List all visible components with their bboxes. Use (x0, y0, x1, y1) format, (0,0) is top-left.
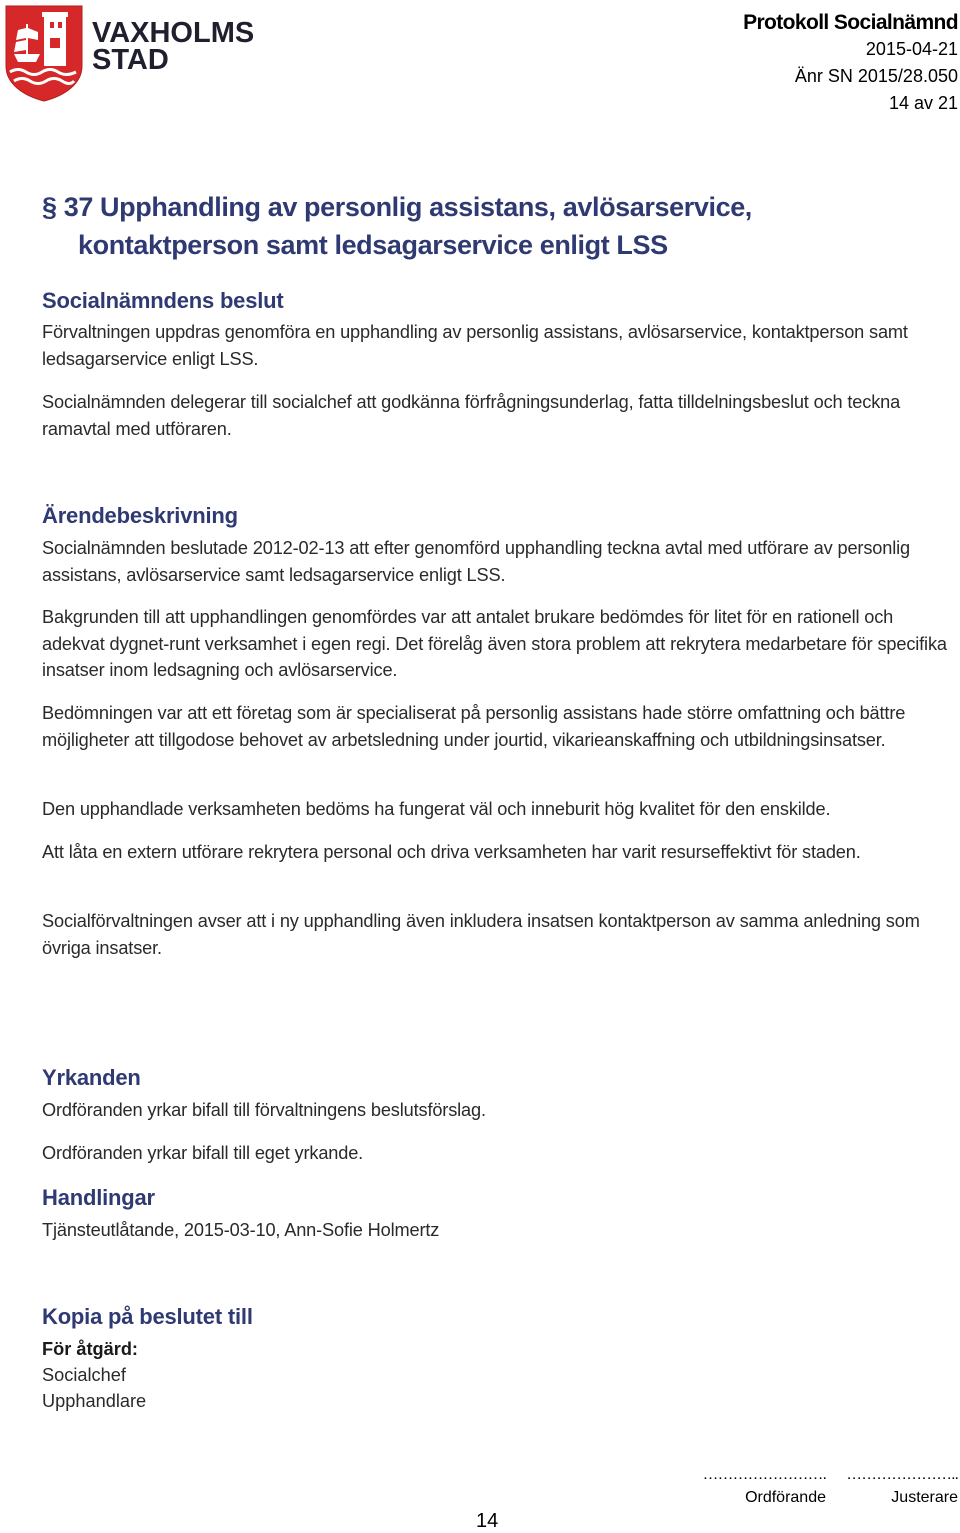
meeting-date: 2015-04-21 (865, 39, 958, 59)
logo-line-2: STAD (92, 44, 169, 76)
logo-line-1: VAXHOLMS (92, 17, 255, 49)
signature-chairman-label: Ordförande (745, 1489, 826, 1506)
decision-paragraph-1: Förvaltningen uppdras genomföra en upphandling av personlig assistans, avlösarservice, kontaktperson samt ledsagarservice enligt LSS. (42, 322, 908, 369)
decision-heading: Socialnämndens beslut (42, 288, 284, 313)
description-paragraph-4: Den upphandlade verksamheten bedöms ha fungerat väl och inneburit hög kvalitet för den enskilde. (42, 799, 831, 819)
description-paragraph-1: Socialnämnden beslutade 2012-02-13 att efter genomförd upphandling teckna avtal med utförare av personlig assistans, avlösarservice samt ledsagarservice enligt LSS. (42, 538, 910, 585)
description-paragraph-5: Att låta en extern utförare rekrytera personal och driva verksamheten har varit resurseffektivt för staden. (42, 842, 861, 862)
case-number: Änr SN 2015/28.050 (794, 66, 958, 86)
motions-paragraph-2: Ordföranden yrkar bifall till eget yrkande. (42, 1143, 364, 1163)
signature-chairman (703, 1466, 826, 1509)
signature-adjuster (846, 1466, 958, 1509)
document-header (743, 10, 958, 117)
description-heading: Ärendebeskrivning (42, 503, 238, 528)
signature-adjuster-line: ………………….. (846, 1466, 958, 1483)
documents-item: Tjänsteutlåtande, 2015-03-10, Ann-Sofie Holmertz (42, 1220, 440, 1240)
signature-chairman-line: ……………………. (702, 1466, 826, 1483)
signature-adjuster-label: Justerare (891, 1489, 958, 1506)
section-title-line-1: § 37 Upphandling av personlig assistans, avlösarservice, (42, 192, 752, 222)
section-title-line-2: kontaktperson samt ledsagarservice enligt LSS (78, 230, 668, 260)
coat-of-arms-icon (4, 4, 84, 102)
section-title (42, 188, 922, 264)
description-paragraph-6: Socialförvaltningen avser att i ny upphandling även inkludera insatsen kontaktperson av samma anledning som övriga insatser. (42, 911, 920, 958)
copy-recipient-1: Socialchef (42, 1365, 126, 1385)
copy-heading: Kopia på beslutet till (42, 1304, 253, 1329)
document-title: Protokoll Socialnämnd (743, 11, 958, 34)
page-of: 14 av 21 (888, 93, 958, 113)
copy-recipient-2: Upphandlare (42, 1391, 147, 1411)
page-number: 14 (476, 1510, 499, 1532)
documents-heading: Handlingar (42, 1185, 155, 1210)
motions-paragraph-1: Ordföranden yrkar bifall till förvaltningens beslutsförslag. (42, 1100, 486, 1120)
copy-action-label: För åtgärd: (42, 1339, 138, 1359)
description-paragraph-3: Bedömningen var att ett företag som är specialiserat på personlig assistans hade större omfattning och bättre möjligheter att tillgodose behovet av arbetsledning under jourtid, vikarieanskaffning och utbildningsinsatser. (42, 703, 906, 750)
municipality-logo (4, 4, 254, 104)
description-paragraph-2: Bakgrunden till att upphandlingen genomfördes var att antalet brukare bedömdes för litet för en rationell och adekvat dygnet-runt verksamhet i egen regi. Det förelåg även stora problem att rekrytera medarbetare för specifika insatser inom ledsagning och avlösarservice. (42, 607, 947, 680)
motions-heading: Yrkanden (42, 1065, 141, 1090)
logo-wordmark (92, 17, 255, 76)
decision-paragraph-2: Socialnämnden delegerar till socialchef att godkänna förfrågningsunderlag, fatta tilldelningsbeslut och teckna ramavtal med utföraren. (42, 392, 901, 439)
